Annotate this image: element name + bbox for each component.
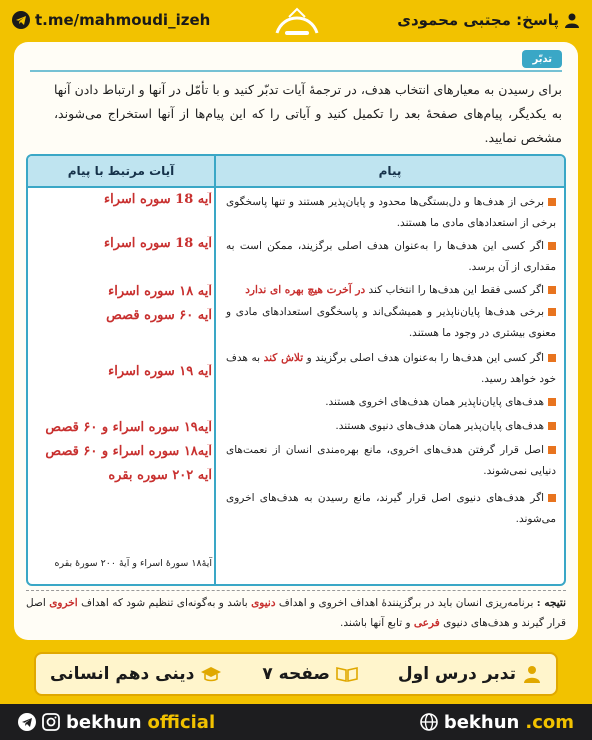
telegram-link-text: t.me/mahmoudi_izeh xyxy=(35,11,211,29)
globe-icon xyxy=(420,713,438,731)
lesson-footer xyxy=(34,652,558,696)
header-verses: آیات مرتبط با پیام xyxy=(28,156,216,186)
verse-answer: آیه ۱۹ سوره اسراء xyxy=(108,364,212,379)
message-item: برخی از هدف‌ها و دل‌بستگی‌ها محدود و پایان‌پذیر هستند و تنها پاسخگوی برخی از استعدادهای مادی ما هستند. xyxy=(226,196,556,229)
answer-credit-text: پاسخ: مجتبی محمودی xyxy=(397,11,559,29)
message-item: اگر کسی فقط این هدف‌ها را انتخاب کند در آخرت هیچ بهره ای ندارد xyxy=(226,280,556,301)
bullet-icon xyxy=(548,242,556,250)
telegram-icon xyxy=(12,11,30,29)
graduation-cap-icon xyxy=(200,666,222,682)
bullet-icon xyxy=(548,494,556,502)
messages-column xyxy=(218,188,564,584)
verses-column xyxy=(28,188,216,584)
table-header xyxy=(28,156,564,188)
message-item: اگر کسی این هدف‌ها را به‌عنوان هدف اصلی برگزیند، ممکن است به مقداری از آن برسد. xyxy=(226,240,556,273)
conclusion: نتیجه : برنامه‌ریزی انسان باید در برگزینندهٔ اهداف اخروی و اهداف دنیوی باشد و به‌گونه‌ای تنظیم شود که اهداف اخروی اصل قرار گیرند و هدف‌های دنیوی فرعی و تابع آنها باشند. xyxy=(26,590,566,636)
verse-note: آیهٔ۱۸ سورهٔ اسراء و آیهٔ ۲۰۰ سورهٔ بقره xyxy=(54,558,212,569)
bullet-icon xyxy=(548,198,556,206)
website-link[interactable]: bekhun .com xyxy=(420,712,574,733)
bullet-icon xyxy=(548,308,556,316)
verse-answer: آیه 18 سوره اسراء xyxy=(104,236,212,251)
verse-answer: آیه ۲۰۲ سوره بقره xyxy=(108,468,212,483)
message-item: اگر کسی این هدف‌ها را به‌عنوان هدف اصلی برگزیند و تلاش کند به هدف خود خواهد رسید. xyxy=(226,352,556,385)
handwritten-answer: تلاش کند xyxy=(263,352,304,364)
message-item: اگر هدف‌های دنیوی اصل قرار گیرند، مانع رسیدن به هدف‌های اخروی می‌شوند. xyxy=(226,492,556,525)
handwritten-answer: در آخرت هیچ بهره ای ندارد xyxy=(245,284,366,296)
handwritten-answer: فرعی xyxy=(413,617,440,629)
brand-bar xyxy=(0,704,592,740)
verse-answer: آیه ۶۰ سوره قصص xyxy=(106,308,212,323)
handwritten-answer: دنیوی xyxy=(251,597,276,609)
verse-answer: آیه۱۹ سوره اسراء و ۶۰ قصص xyxy=(45,420,212,435)
content-card xyxy=(14,42,578,640)
instagram-icon xyxy=(42,713,60,731)
section-divider xyxy=(30,70,562,72)
social-handle[interactable]: bekhun official xyxy=(18,712,215,733)
bullet-icon xyxy=(548,286,556,294)
page-number: صفحه ۷ xyxy=(262,664,358,684)
subject-title: دینی دهم انسانی xyxy=(50,664,222,684)
message-item: برخی هدف‌ها پایان‌ناپذیر و همیشگی‌اند و پاسخگوی استعدادهای مادی و معنوی بیشتری در وجود ما هستند. xyxy=(226,306,556,339)
bullet-icon xyxy=(548,398,556,406)
student-icon xyxy=(522,664,542,684)
bullet-icon xyxy=(548,422,556,430)
message-item: اصل قرار گرفتن هدف‌های اخروی، مانع بهره‌مندی انسان از نعمت‌های دنیایی نمی‌شوند. xyxy=(226,444,556,477)
conclusion-label: نتیجه : xyxy=(536,597,567,609)
message-item: هدف‌های پایان‌ناپذیر همان هدف‌های اخروی هستند. xyxy=(226,392,556,413)
bullet-icon xyxy=(548,354,556,362)
handwritten-answer: اخروی xyxy=(49,597,78,609)
bekhun-logo xyxy=(268,6,326,44)
verse-answer: آیه۱۸ سوره اسراء و ۶۰ قصص xyxy=(45,444,212,459)
header-message: پیام xyxy=(378,164,402,178)
bullet-icon xyxy=(548,446,556,454)
lesson-title: تدبر درس اول xyxy=(398,664,542,684)
verse-answer: آیه ۱۸ سوره اسراء xyxy=(108,284,212,299)
section-tag: تدبّر xyxy=(522,50,562,68)
verse-answer: آیه 18 سوره اسراء xyxy=(104,192,212,207)
telegram-icon xyxy=(18,713,36,731)
message-table xyxy=(26,154,566,586)
telegram-link[interactable] xyxy=(12,11,210,29)
message-item: هدف‌های پایان‌پذیر همان هدف‌های دنیوی هستند. xyxy=(226,416,556,437)
user-icon xyxy=(564,12,580,28)
book-icon xyxy=(336,666,358,682)
intro-text: برای رسیدن به معیارهای انتخاب هدف، در ترجمهٔ آیات تدبّر کنید و با تأمّل در آنها و ارتباط دادن آنها به یکدیگر، پیام‌های صفحهٔ بعد را تکمیل کنید و آیاتی را که این پیام‌ها از آنها استخراج می‌شوند، مشخص نمایید. xyxy=(54,82,562,145)
answer-credit xyxy=(397,11,580,29)
